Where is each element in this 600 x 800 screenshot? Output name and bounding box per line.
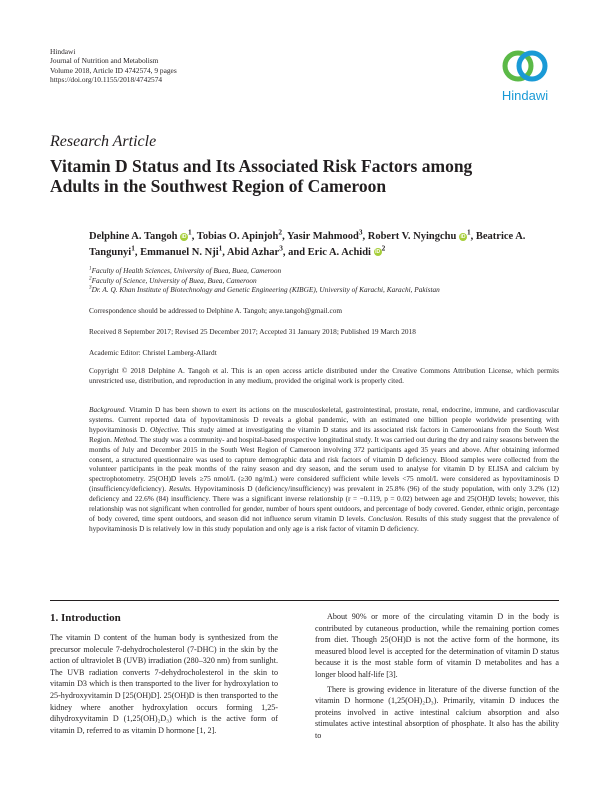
orcid-icon[interactable]: iD xyxy=(460,233,466,240)
journal-doi[interactable]: https://doi.org/10.1155/2018/4742574 xyxy=(50,74,163,84)
author-name: Beatrice A. Tangunyi xyxy=(89,231,526,258)
author-name: Yasir Mahmood xyxy=(286,231,359,242)
abstract-conclusion-label: Conclusion. xyxy=(368,513,404,523)
affiliation-text: Faculty of Science, University of Buea, Buea, Cameroon xyxy=(91,275,257,285)
abstract-background: Vitamin D has been shown to exert its actions on the musculoskeletal, gastrointestinal, prostate, renal, endocrine, immune, and cardiovascular systems. Current reported data of hypovitaminosis D reveals a global pandemic, with an estimated one billion people worldwide presenting with hypovitaminosis D. xyxy=(89,405,559,434)
author-affiliation-number: 1 xyxy=(131,243,135,252)
affiliation-line xyxy=(89,276,559,286)
author-affiliation-number: 1 xyxy=(466,227,471,237)
abstract-background-label: Background. xyxy=(89,405,127,414)
abstract-results-label: Results. xyxy=(168,484,192,494)
author-affiliation-number: 1 xyxy=(188,227,192,237)
author-affiliation-number: 3 xyxy=(358,227,363,237)
author-affiliation-number: 1 xyxy=(218,243,223,252)
author-name: Eric A. Achidi xyxy=(307,246,371,258)
author-affiliation-number: 2 xyxy=(278,227,283,237)
intro-paragraph: About 90% or more of the circulating vitamin D in the body is contributed by cutaneous production, while the remaining portion comes from diet. Though 25(OH)D is not the active form of the hormone, its measured blood level is accepted for the determination of vitamin D status because it is the most stable form of vitamin D metabolites and has a longer blood half-life [3]. xyxy=(315,612,559,679)
paper-title: Vitamin D Status and Its Associated Risk Factors among Adults in the Southwest Region of Cameroon xyxy=(50,156,473,196)
affiliation-line xyxy=(89,285,559,295)
intro-column-right xyxy=(315,611,559,742)
intro-column-left xyxy=(50,632,278,736)
abstract-objective: This study aimed at investigating the vitamin D status and its associated risk factors in Cameroonians from the South West Region. xyxy=(89,424,559,444)
author-name: Tobias O. Apinjoh xyxy=(196,231,279,242)
abstract-objective-label: Objective. xyxy=(149,424,180,434)
affiliations xyxy=(89,266,559,295)
author-list: Delphine A. Tangoh $iD^1$, Tobias O. Apinjoh$^2$, Yasir Mahmood$^3$, Robert V. Nyingchu $iD^1$, Beatrice A. Tangunyi$^1$, Emmanuel N. Nji$^1$, Abid Azhar$^3$, and Eric A. Achidi $iD^2$ xyxy=(89,227,526,258)
affiliation-number: 2 xyxy=(89,275,92,282)
introduction-heading: 1. Introduction xyxy=(50,612,121,624)
orcid-icon[interactable]: iD xyxy=(181,233,187,240)
journal-info xyxy=(50,47,177,84)
section-divider xyxy=(50,600,559,601)
abstract-method-label: Method. xyxy=(113,434,138,444)
author-affiliation-number: 2 xyxy=(381,243,386,252)
publisher-name: Hindawi xyxy=(50,47,76,56)
author-affiliation-number: 3 xyxy=(279,243,283,252)
author-name: Emmanuel N. Nji xyxy=(140,246,219,258)
journal-volume: Volume 2018, Article ID 4742574, 9 pages xyxy=(50,65,177,75)
abstract-conclusion: Results of this study suggest that the prevalence of hypovitaminosis D is relatively low in this study population and only age is a risk factor of vitamin D deficiency. xyxy=(89,513,560,533)
affiliation-number: 3 xyxy=(89,284,92,291)
orcid-icon[interactable]: iD xyxy=(375,249,381,256)
affiliation-text: Dr. A. Q. Khan Institute of Biotechnology and Genetic Engineering (KIBGE), University of Karachi, Karachi, Pakistan xyxy=(91,285,440,295)
affiliation-line xyxy=(89,266,559,276)
affiliation-number: 1 xyxy=(89,265,92,272)
logo-text: Hindawi xyxy=(501,88,549,103)
journal-name: Journal of Nutrition and Metabolism xyxy=(50,56,159,66)
affiliation-text: Faculty of Health Sciences, University of Buea, Buea, Cameroon xyxy=(91,266,282,275)
academic-editor: Academic Editor: Christel Lamberg-Allardt xyxy=(89,348,217,357)
abstract xyxy=(89,405,559,534)
author-name: Delphine A. Tangoh xyxy=(89,231,178,242)
author-name: Robert V. Nyingchu xyxy=(367,231,457,242)
copyright: Copyright © 2018 Delphine A. Tangoh et al. This is an open access article distributed under the Creative Commons Attribution License, which permits unrestricted use, distribution, and reproduction in any medium, provided the original work is properly cited. xyxy=(89,366,559,385)
dates: Received 8 September 2017; Revised 25 December 2017; Accepted 31 January 2018; Published 19 March 2018 xyxy=(89,327,416,336)
abstract-results: Hypovitaminosis D (deficiency/insufficiency) was prevalent in 25.8% (96) of the study population, with only 3.2% (12) deficiency and 22.6% (84) insufficiency. There was a significant inverse relationship (r = −0.119, p = 0.02) between age and 25(OH)D levels; however, this relationship was not significant when controlled for gender, number of hours spent outdoors, and percentage of body covered. Gender, ethnic origin, percentage of body covered, time spent outdoors, and season did not influence serum vitamin D levels. xyxy=(89,484,560,523)
intro-paragraph: There is growing evidence in literature of the diverse function of the vitamin D hormone (1,25(OH)₂D₃). Primarily, vitamin D induces the proteins involved in active intestinal calcium absorption and also stimulates active intestinal absorption of phosphate. It also has the ability to xyxy=(315,684,559,740)
correspondence: Correspondence should be addressed to Delphine A. Tangoh; anye.tangoh@gmail.com xyxy=(89,306,343,315)
article-type: Research Article xyxy=(50,133,157,150)
intro-paragraph: The vitamin D content of the human body is synthesized from the precursor molecule 7-dehydrocholesterol (7-DHC) in the skin by the action of ultraviolet B (UVB) irradiation (280–320 nm) from sunlight. The UVB radiation converts 7-dehydrocholesterol in the skin to vitamin D3 which is then transported to the liver for hydroxylation to 25-hydroxyvitamin D [25(OH)D]. 25(OH)D is then transported to the kidney where another hydroxylation occurs forming 1,25-dihydroxyvitamin D (1,25(OH)₂D₃) which is the active form of vitamin D, referred to as vitamin D hormone [1, 2]. xyxy=(50,633,278,735)
author-name: Abid Azhar xyxy=(226,246,280,258)
abstract-method: The study was a community- and hospital-based prospective longitudinal study. It was carried out during the dry and rainy seasons between the months of July and December 2015 in the South West Region of Cameroon involving 372 participants aged 35 years and above. After obtaining informed consent, a structured questionnaire was used to capture demographic data and risk factors of vitamin D deficiency. Blood samples were collected from the volunteer participants in the peak months of the rainy season and dry season, and the serum used to analyse for vitamin D by ELISA and calcium by spectrophotometry. 25(OH)D levels ≥75 nmol/L (≥30 ng/mL) were considered sufficient while levels <75 nmol/L were considered as hypovitaminosis D (insufficiency/deficiency). xyxy=(89,434,559,494)
